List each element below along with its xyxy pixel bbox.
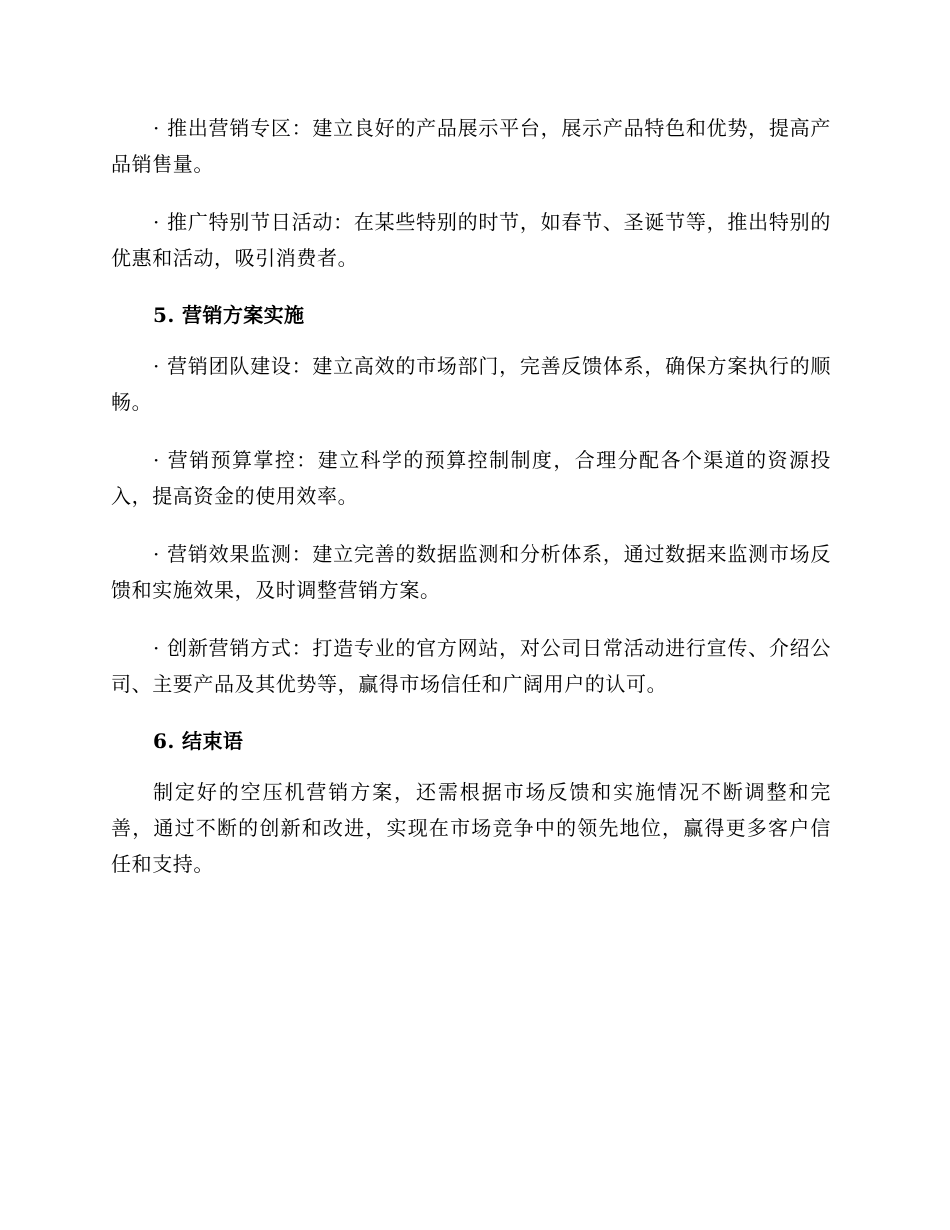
document-body — [111, 110, 831, 904]
paragraph-innovative-marketing: · 创新营销方式：打造专业的官方网站，对公司日常活动进行宣传、介绍公司、主要产品及其优势等，赢得市场信任和广阔用户的认可。 — [111, 636, 831, 696]
paragraph-budget-control: · 营销预算掌控：建立科学的预算控制制度，合理分配各个渠道的资源投入，提高资金的使用效率。 — [111, 448, 831, 508]
paragraph-effect-monitoring: · 营销效果监测：建立完善的数据监测和分析体系，通过数据来监测市场反馈和实施效果，及时调整营销方案。 — [111, 542, 831, 602]
paragraph-holiday-promotion: · 推广特别节日活动：在某些特别的时节，如春节、圣诞节等，推出特别的优惠和活动，吸引消费者。 — [111, 210, 831, 270]
section-heading-implementation: 5. 营销方案实施 — [153, 303, 305, 327]
section-heading-conclusion: 6. 结束语 — [153, 729, 244, 753]
paragraph-marketing-zone: · 推出营销专区：建立良好的产品展示平台，展示产品特色和优势，提高产品销售量。 — [111, 116, 831, 176]
paragraph-conclusion: 制定好的空压机营销方案，还需根据市场反馈和实施情况不断调整和完善，通过不断的创新和改进，实现在市场竞争中的领先地位，赢得更多客户信任和支持。 — [111, 780, 831, 876]
paragraph-team-building: · 营销团队建设：建立高效的市场部门，完善反馈体系，确保方案执行的顺畅。 — [111, 354, 831, 414]
